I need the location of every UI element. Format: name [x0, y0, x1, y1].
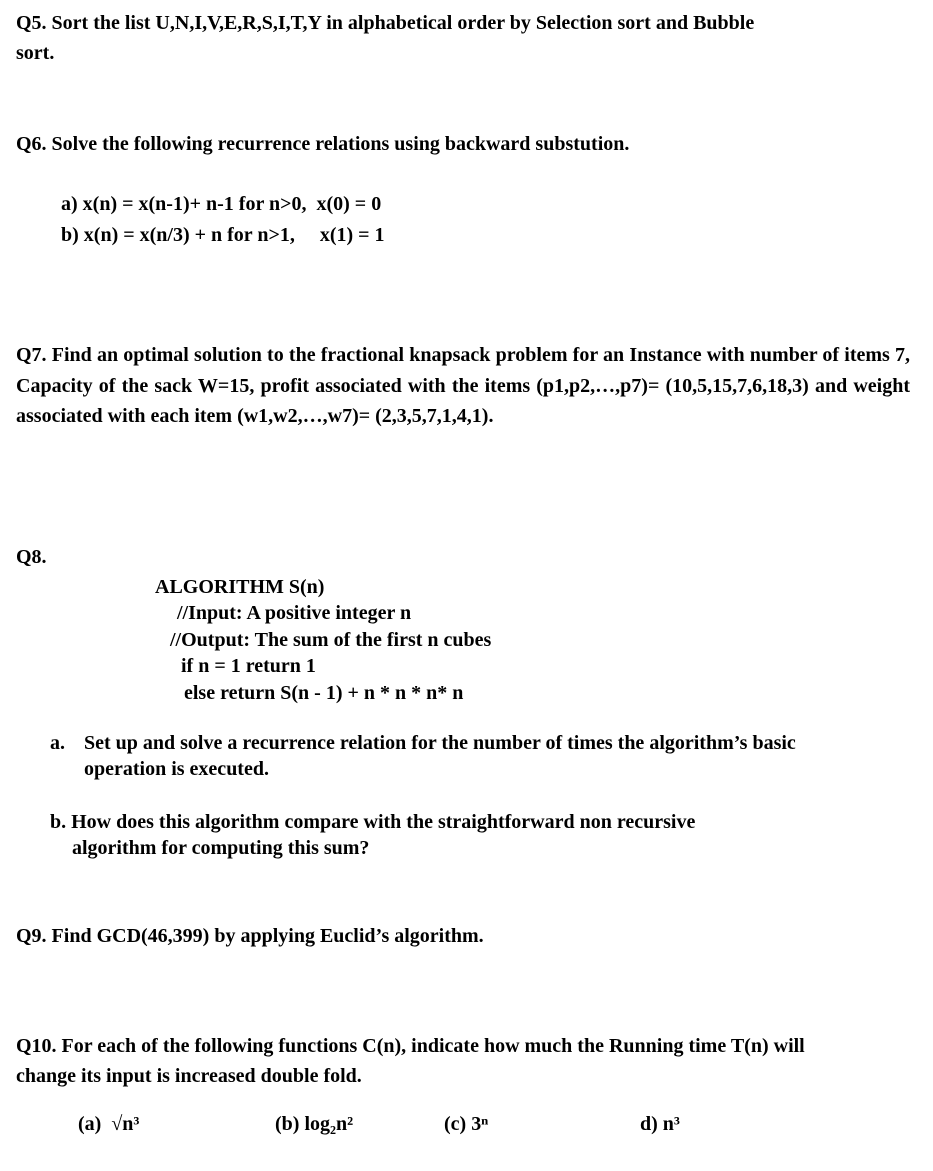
q8-label: Q8. — [16, 546, 47, 568]
q9-question: Q9. Find GCD(46,399) by applying Euclid’s algorithm. — [16, 925, 484, 947]
q6-part-a: a) x(n) = x(n-1)+ n-1 for n>0, x(0) = 0 — [61, 193, 382, 215]
algorithm-input-comment: //Input: A positive integer n — [177, 602, 412, 624]
q8-part-b-line1: b. How does this algorithm compare with the straightforward non recursive — [50, 811, 696, 833]
q8-part-a-line1: Set up and solve a recurrence relation for the number of times the algorithm’s basic — [84, 732, 796, 754]
algorithm-if-line: if n = 1 return 1 — [181, 655, 316, 677]
q8-part-a-line2: operation is executed. — [84, 758, 269, 780]
q10-line2: change its input is increased double fold. — [16, 1065, 362, 1087]
q5-line1: Q5. Sort the list U,N,I,V,E,R,S,I,T,Y in alphabetical order by Selection sort and Bubble — [16, 12, 755, 34]
q10-line1: Q10. For each of the following functions C(n), indicate how much the Running time T(n) will — [16, 1035, 805, 1057]
algorithm-output-comment: //Output: The sum of the first n cubes — [170, 629, 492, 651]
algorithm-else-line: else return S(n - 1) + n * n * n* n — [184, 682, 464, 704]
q10-option-d: d) n³ — [640, 1113, 680, 1135]
q6-part-b: b) x(n) = x(n/3) + n for n>1, x(1) = 1 — [61, 224, 385, 246]
q10-option-b: (b) log₂n² — [275, 1113, 354, 1135]
algorithm-header: ALGORITHM S(n) — [155, 576, 325, 598]
q10-option-c: (c) 3ⁿ — [444, 1113, 489, 1135]
q5-line2: sort. — [16, 42, 55, 64]
q10-option-a: (a) √n³ — [78, 1113, 140, 1135]
q6-question: Q6. Solve the following recurrence relations using backward substution. — [16, 133, 630, 155]
q8-part-a-marker: a. — [50, 732, 65, 754]
q7-question: Q7. Find an optimal solution to the fractional knapsack problem for an Instance with number of items 7, Capacity of the sack W=15, profit associated with the items (p1,p2,…,p7)= (10,5,15,7,6,18,3) and weight associated with each item (w1,w2,…,w7)= (2,3,5,7,1,4,1). — [16, 344, 910, 427]
q8-part-b-line2: algorithm for computing this sum? — [72, 837, 370, 859]
